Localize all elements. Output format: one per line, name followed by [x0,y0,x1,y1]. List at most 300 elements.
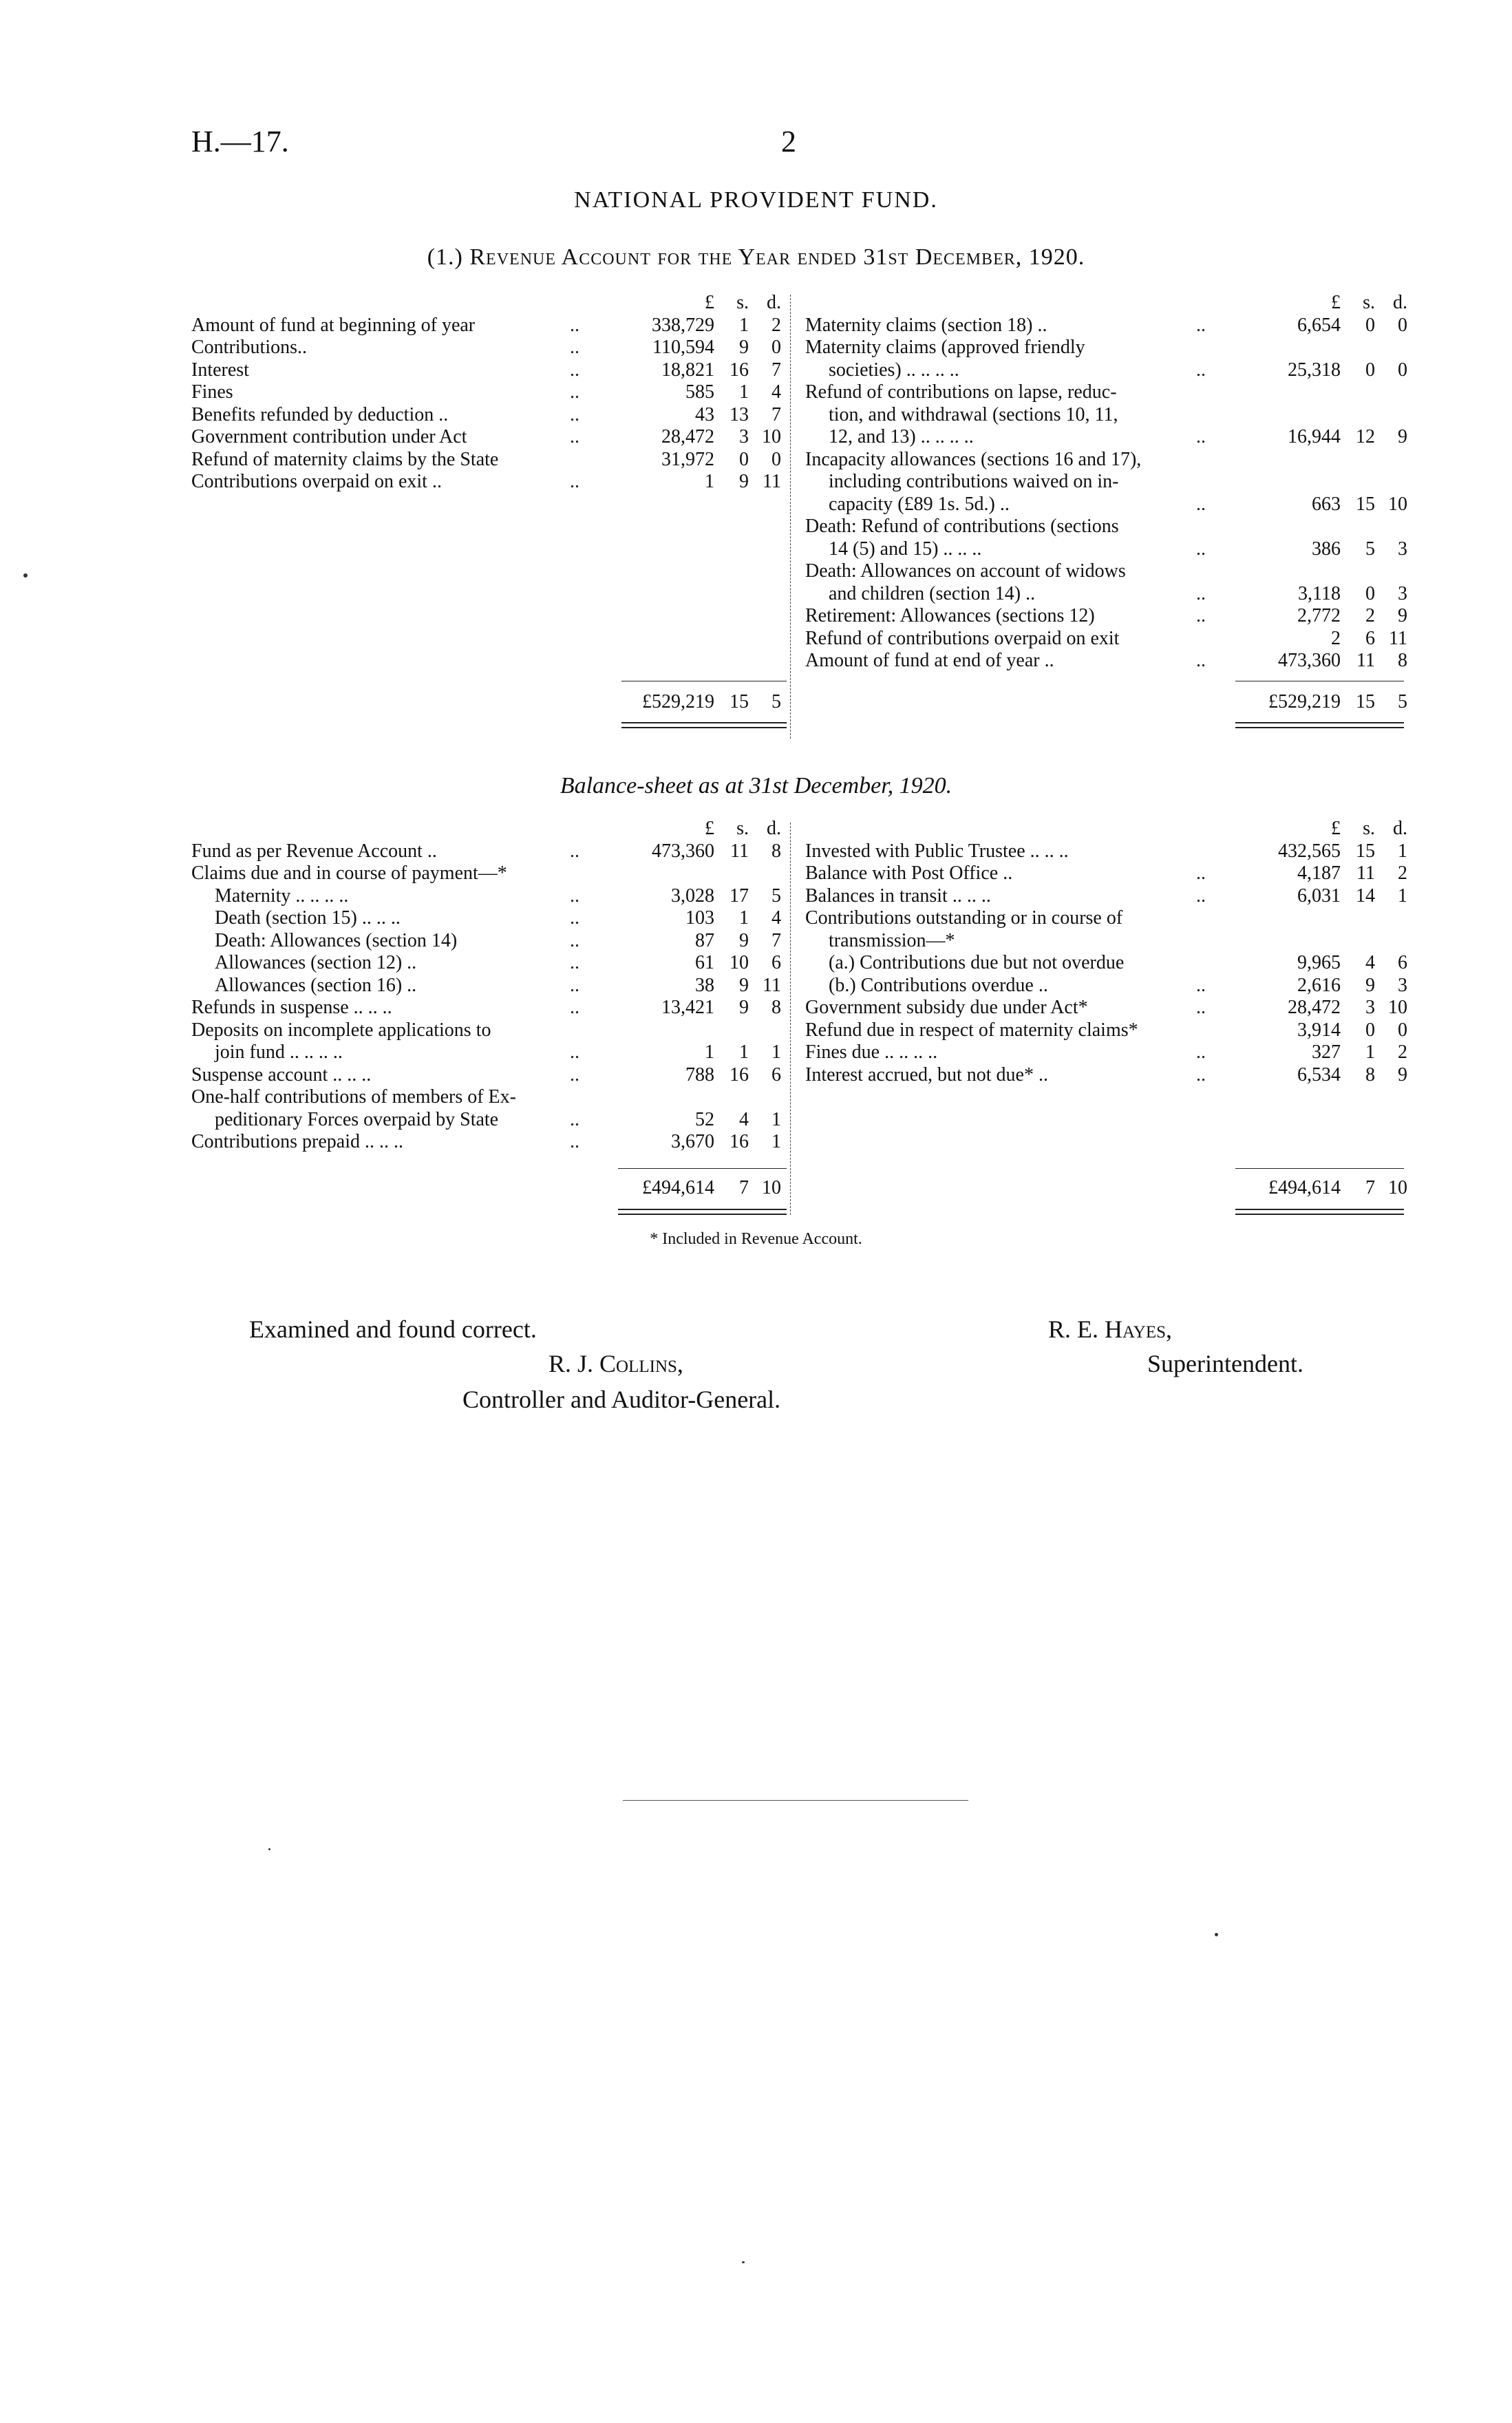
amount-pounds: 18,821 [661,359,714,381]
ledger-item-label: Maternity claims (section 18) .. [805,314,1047,336]
amount-pence: 7 [771,929,781,951]
ledger-row [805,381,1411,404]
amount-pence: 1 [771,1041,781,1063]
ledger-row [805,885,1411,908]
ledger-item-label: Death: Allowances on account of widows [805,560,1126,582]
amount-pounds: 52 [695,1108,714,1130]
amount-shillings: 1 [739,314,749,336]
ledger-row [191,381,790,404]
ledger-item-label: Refunds in suspense .. .. .. [191,997,392,1018]
balance-right-total [805,1177,1411,1200]
ledger-item-label: Contributions outstanding or in course of [805,907,1123,929]
amount-pounds: 2,616 [1297,974,1341,996]
ledger-row [805,516,1411,538]
amount-pence: 9 [1398,426,1407,447]
ledger-item-label: (a.) Contributions due but not overdue [829,952,1125,973]
amount-pounds: 87 [695,929,714,951]
amount-pence: 8 [771,840,781,862]
ledger-row [191,1064,790,1087]
amount-pounds: 9,965 [1297,952,1341,973]
ledger-item-label: Fines [191,381,233,403]
balance-assets-table [805,818,1411,1086]
pounds-head: £ [1331,818,1341,839]
amount-shillings: 4 [1365,952,1375,973]
ledger-item-label: Interest accrued, but not due* .. [805,1064,1048,1086]
leader-dots: .. [1196,1041,1206,1063]
balance-sheet-title: Balance-sheet as at 31st December, 1920. [560,773,952,798]
leader-dots: .. [570,840,579,862]
amount-shillings: 10 [730,952,749,973]
amount-pounds: 338,729 [652,314,714,336]
amount-pence: 3 [1398,974,1407,996]
amount-shillings: 13 [730,403,749,425]
amount-shillings: 9 [739,929,749,951]
amount-shillings: 0 [739,448,749,470]
ledger-row [191,930,790,953]
ledger-item-label: Retirement: Allowances (sections 12) [805,605,1095,626]
leader-dots: .. [570,929,579,951]
ledger-item-label: Balance with Post Office .. [805,863,1013,884]
amount-pounds: 788 [685,1064,714,1086]
revenue-payments-table [805,292,1411,673]
ledger-item-label: join fund .. .. .. .. [215,1041,343,1063]
ledger-row [191,337,790,359]
ledger-row [191,1041,790,1064]
amount-pounds: 663 [1312,493,1341,515]
ledger-row [805,538,1411,561]
ledger-row [805,449,1411,472]
ledger-item-label: Maternity claims (approved friendly [805,337,1085,358]
amount-pence: 0 [1398,359,1407,381]
amount-pence: 1 [771,1131,781,1152]
ledger-item-label: Death: Allowances (section 14) [215,929,458,951]
balance-liabilities-table [191,818,790,1154]
amount-shillings: 1 [739,907,749,929]
amount-pounds: 3,118 [1298,582,1341,604]
amount-shillings: 17 [730,885,749,907]
leader-dots: .. [1196,974,1206,996]
amount-pounds: 13,421 [661,997,714,1018]
total-pounds: £529,219 [1268,691,1341,712]
ledger-row [191,1131,790,1154]
total-shillings: 15 [730,691,749,712]
ledger-row [191,1109,790,1132]
ledger-row [805,560,1411,583]
pence-head: d. [1393,292,1407,313]
ledger-row [805,471,1411,494]
currency-column-heads [191,818,790,840]
ledger-row [805,359,1411,382]
amount-pence: 3 [1398,582,1407,604]
amount-pence: 0 [1398,314,1407,336]
ledger-item-label: Incapacity allowances (sections 16 and 17), [805,448,1142,470]
leader-dots: .. [1196,650,1206,671]
footnote: * Included in Revenue Account. [650,1230,862,1248]
ledger-row [805,650,1411,673]
currency-column-heads [805,818,1411,840]
amount-pence: 1 [771,1108,781,1130]
amount-pounds: 103 [685,907,714,929]
balance-right-double-rule [1235,1209,1404,1210]
amount-shillings: 2 [1365,605,1375,626]
amount-pence: 6 [771,1064,781,1086]
total-pence: 10 [762,1177,781,1198]
amount-pounds: 16,944 [1288,426,1341,447]
ledger-item-label: including contributions waived on in- [829,471,1119,492]
ledger-item-label: One-half contributions of members of Ex- [191,1086,516,1108]
ledger-item-label: Deposits on incomplete applications to [191,1019,491,1041]
amount-shillings: 11 [730,840,749,862]
revenue-right-double-rule [1235,722,1404,723]
revenue-left-double-rule [621,722,787,723]
amount-pounds: 6,654 [1297,314,1341,336]
balance-right-total-rule [1235,1168,1404,1169]
shillings-head: s. [736,818,749,839]
ledger-item-label: Amount of fund at end of year .. [805,650,1054,671]
amount-pence: 6 [771,952,781,973]
scan-speck [268,1848,270,1850]
ledger-item-label: Fund as per Revenue Account .. [191,840,437,862]
ledger-item-label: Invested with Public Trustee .. .. .. [805,840,1069,862]
revenue-column-divider [790,295,791,739]
amount-pence: 7 [771,359,781,381]
ledger-row [805,952,1411,975]
ledger-row [191,997,790,1019]
amount-shillings: 0 [1365,1019,1375,1041]
ledger-item-label: transmission—* [829,929,955,951]
pounds-head: £ [1331,292,1341,313]
auditor-name: R. J. Collins, [549,1350,683,1377]
amount-pounds: 4,187 [1297,863,1341,884]
ledger-item-label: capacity (£89 1s. 5d.) .. [829,493,1010,515]
section-separator [623,1800,968,1801]
ledger-row [191,952,790,975]
amount-pounds: 473,360 [1278,650,1341,671]
leader-dots: .. [1196,314,1206,336]
ledger-row [805,1064,1411,1087]
leader-dots: .. [1196,885,1206,907]
amount-pence: 2 [1398,1041,1407,1063]
amount-shillings: 15 [1356,493,1375,515]
revenue-account-title: (1.) Revenue Account for the Year ended 31st December, 1920. [427,244,1085,270]
ledger-row [191,426,790,449]
ledger-item-label: Suspense account .. .. .. [191,1064,372,1086]
amount-pence: 6 [1398,952,1407,973]
leader-dots: .. [570,907,579,929]
currency-column-heads [191,292,790,315]
ledger-item-label: Amount of fund at beginning of year [191,314,476,336]
total-shillings: 7 [1365,1177,1375,1198]
ledger-row [805,840,1411,863]
amount-pence: 9 [1398,1064,1407,1086]
ledger-row [805,494,1411,516]
ledger-item-label: Death (section 15) .. .. .. [215,907,401,929]
ledger-row [805,404,1411,427]
leader-dots: .. [570,997,579,1018]
scan-speck [742,2261,745,2263]
leader-dots: .. [570,1131,579,1152]
leader-dots: .. [1196,1064,1206,1086]
ledger-row [805,337,1411,359]
balance-left-total [191,1177,790,1200]
ledger-item-label: Refund due in respect of maternity claims* [805,1019,1138,1041]
ledger-item-label: (b.) Contributions overdue .. [829,974,1048,996]
revenue-receipts-table [191,292,790,494]
amount-shillings: 16 [730,359,749,381]
leader-dots: .. [1196,997,1206,1018]
amount-pence: 11 [763,974,781,996]
amount-pence: 11 [1389,627,1407,649]
ledger-item-label: Contributions prepaid .. .. .. [191,1131,403,1152]
amount-shillings: 11 [1356,650,1375,671]
amount-pence: 0 [771,448,781,470]
leader-dots: .. [570,1064,579,1086]
amount-shillings: 6 [1365,627,1375,649]
amount-pence: 9 [1398,605,1407,626]
page-number: 2 [781,125,796,158]
ledger-row [191,404,790,427]
amount-pence: 10 [1388,997,1407,1018]
ledger-row [805,426,1411,449]
amount-shillings: 3 [739,426,749,447]
amount-pounds: 61 [695,952,714,973]
ledger-row [805,315,1411,337]
amount-shillings: 5 [1365,538,1375,560]
amount-shillings: 11 [1356,863,1375,884]
amount-shillings: 1 [739,381,749,403]
ledger-row [805,605,1411,628]
ledger-row [191,885,790,908]
amount-shillings: 0 [1365,314,1375,336]
amount-pounds: 25,318 [1288,359,1341,381]
amount-pence: 1 [1398,885,1407,907]
ledger-row [805,583,1411,606]
pence-head: d. [767,818,781,839]
total-shillings: 15 [1356,691,1375,712]
leader-dots: .. [1196,605,1206,626]
leader-dots: .. [1196,538,1206,560]
superintendent-title: Superintendent. [1147,1350,1303,1377]
total-pounds: £494,614 [642,1177,714,1198]
ledger-item-label: Refund of maternity claims by the State [191,448,499,470]
shillings-head: s. [1363,818,1375,839]
balance-left-double-rule-2 [618,1214,787,1215]
pounds-head: £ [705,292,714,313]
leader-dots: .. [570,1108,579,1130]
ledger-item-label: Maternity .. .. .. .. [215,885,349,907]
ledger-row [191,359,790,382]
ledger-row [191,840,790,863]
amount-shillings: 1 [739,1041,749,1063]
amount-pence: 5 [771,885,781,907]
amount-pence: 10 [1388,493,1407,515]
revenue-left-total [191,691,790,714]
ledger-item-label: Refund of contributions on lapse, reduc- [805,381,1117,403]
leader-dots: .. [570,885,579,907]
leader-dots: .. [1196,582,1206,604]
ledger-item-label: Refund of contributions overpaid on exit [805,627,1120,649]
amount-pence: 8 [1398,650,1407,671]
ledger-row [191,471,790,494]
document-reference: H.—17. [191,125,289,158]
leader-dots: .. [1196,426,1206,447]
amount-pounds: 28,472 [1288,997,1341,1018]
leader-dots: .. [570,337,579,358]
ledger-row [805,930,1411,953]
amount-pounds: 2 [1331,627,1341,649]
amount-shillings: 9 [739,974,749,996]
currency-column-heads [805,292,1411,315]
total-pence: 5 [771,691,781,712]
ledger-row [191,1086,790,1109]
amount-pounds: 31,972 [661,448,714,470]
leader-dots: .. [570,426,579,447]
amount-pence: 0 [771,337,781,358]
amount-shillings: 9 [739,997,749,1018]
ledger-item-label: Fines due .. .. .. .. [805,1041,938,1063]
ledger-item-label: Interest [191,359,249,381]
pounds-head: £ [705,818,714,839]
leader-dots: .. [570,974,579,996]
scan-speck [1215,1933,1218,1936]
amount-pounds: 28,472 [661,426,714,447]
amount-pounds: 473,360 [652,840,714,862]
amount-pounds: 1 [705,1041,714,1063]
ledger-item-label: Allowances (section 12) .. [215,952,417,973]
amount-pounds: 38 [695,974,714,996]
balance-right-double-rule-2 [1235,1214,1404,1215]
pence-head: d. [767,292,781,313]
amount-shillings: 0 [1365,582,1375,604]
document-title: NATIONAL PROVIDENT FUND. [574,187,938,213]
leader-dots: .. [1196,863,1206,884]
superintendent-name: R. E. Hayes, [1048,1315,1172,1343]
amount-pounds: 110,594 [652,337,714,358]
ledger-item-label: Benefits refunded by deduction .. [191,403,449,425]
amount-pence: 4 [771,907,781,929]
amount-shillings: 8 [1365,1064,1375,1086]
amount-pounds: 585 [685,381,714,403]
amount-shillings: 15 [1356,840,1375,862]
amount-pence: 3 [1398,538,1407,560]
leader-dots: .. [570,314,579,336]
amount-shillings: 1 [1365,1041,1375,1063]
ledger-item-label: tion, and withdrawal (sections 10, 11, [829,403,1118,425]
ledger-row [191,863,790,885]
revenue-right-total [805,691,1411,714]
shillings-head: s. [1363,292,1375,313]
amount-shillings: 9 [1365,974,1375,996]
revenue-left-double-rule-2 [621,727,787,728]
amount-pounds: 386 [1312,538,1341,560]
amount-pounds: 43 [695,403,714,425]
leader-dots: .. [1196,493,1206,515]
amount-pence: 4 [771,381,781,403]
ledger-row [191,1019,790,1042]
total-pounds: £529,219 [642,691,714,712]
total-pence: 10 [1388,1177,1407,1198]
ledger-row [191,907,790,930]
amount-pence: 2 [771,314,781,336]
scan-speck [23,573,28,578]
total-pence: 5 [1398,691,1407,712]
amount-pence: 11 [763,471,781,492]
amount-shillings: 16 [730,1064,749,1086]
pence-head: d. [1393,818,1407,839]
balance-left-total-rule [618,1168,787,1169]
amount-pence: 10 [762,426,781,447]
ledger-item-label: 12, and 13) .. .. .. .. [829,426,974,447]
amount-shillings: 3 [1365,997,1375,1018]
amount-pounds: 2,772 [1297,605,1341,626]
amount-pounds: 3,028 [671,885,714,907]
amount-pounds: 432,565 [1278,840,1341,862]
amount-shillings: 16 [730,1131,749,1152]
examined-statement: Examined and found correct. [249,1315,537,1343]
ledger-item-label: Allowances (section 16) .. [215,974,417,996]
total-pounds: £494,614 [1268,1177,1341,1198]
amount-shillings: 4 [739,1108,749,1130]
ledger-row [191,315,790,337]
amount-pence: 0 [1398,1019,1407,1041]
amount-shillings: 9 [739,337,749,358]
amount-pence: 8 [771,997,781,1018]
amount-shillings: 9 [739,471,749,492]
leader-dots: .. [570,403,579,425]
ledger-row [805,1041,1411,1064]
amount-pounds: 6,534 [1297,1064,1341,1086]
leader-dots: .. [570,471,579,492]
ledger-item-label: societies) .. .. .. .. [829,359,959,381]
ledger-row [805,1019,1411,1042]
amount-shillings: 0 [1365,359,1375,381]
amount-shillings: 14 [1356,885,1375,907]
shillings-head: s. [736,292,749,313]
ledger-row [805,997,1411,1019]
ledger-item-label: Claims due and in course of payment—* [191,863,507,884]
ledger-row [805,863,1411,885]
revenue-right-double-rule-2 [1235,727,1404,728]
amount-pence: 2 [1398,863,1407,884]
amount-pence: 7 [771,403,781,425]
balance-left-double-rule [618,1209,787,1210]
ledger-item-label: Government subsidy due under Act* [805,997,1088,1018]
leader-dots: .. [570,381,579,403]
ledger-item-label: peditionary Forces overpaid by State [215,1108,499,1130]
leader-dots: .. [1196,359,1206,381]
amount-pounds: 327 [1312,1041,1341,1063]
amount-pence: 1 [1398,840,1407,862]
ledger-item-label: Death: Refund of contributions (sections [805,516,1119,537]
ledger-row [805,907,1411,930]
ledger-row [191,449,790,472]
ledger-row [805,628,1411,650]
ledger-item-label: 14 (5) and 15) .. .. .. [829,538,982,560]
amount-pounds: 3,670 [671,1131,714,1152]
leader-dots: .. [570,952,579,973]
ledger-item-label: Balances in transit .. .. .. [805,885,991,907]
ledger-item-label: and children (section 14) .. [829,582,1036,604]
amount-pounds: 6,031 [1297,885,1341,907]
balance-column-divider [790,823,791,1215]
total-shillings: 7 [739,1177,749,1198]
ledger-item-label: Contributions.. [191,337,308,358]
leader-dots: .. [570,1041,579,1063]
ledger-row [191,975,790,997]
ledger-row [805,975,1411,997]
ledger-item-label: Government contribution under Act [191,426,467,447]
amount-shillings: 12 [1356,426,1375,447]
